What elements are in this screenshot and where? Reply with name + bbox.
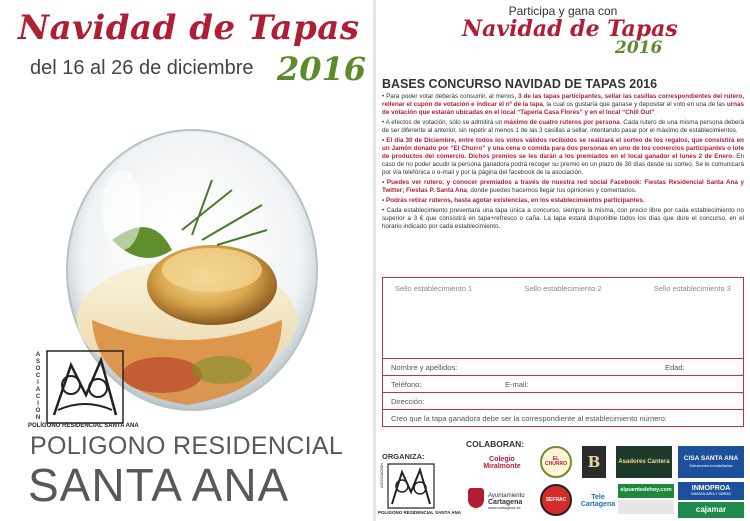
phone-email-field[interactable] xyxy=(383,375,743,392)
poster-title: Navidad de Tapas xyxy=(18,8,360,48)
sponsor-el-puente-de-hoy xyxy=(618,484,674,498)
bases-heading: BASES CONCURSO NAVIDAD DE TAPAS 2016 xyxy=(382,77,658,91)
association-vertical-label: A S O C I A C I Ó N xyxy=(35,352,41,421)
sponsor-tele-line1: Tele xyxy=(591,494,605,501)
name-label: Nombre y apellidos: xyxy=(391,363,458,372)
winner-tapa-label: Creo que la tapa ganadora debe ser la correspondiente al establecimiento número: xyxy=(391,414,668,423)
sponsor-cisa-santa-ana xyxy=(678,446,744,478)
colaboran-label: COLABORAN: xyxy=(466,439,525,449)
sponsor-tele-line2: Cartagena xyxy=(580,501,616,508)
organizer-logo-vertical: ASOCIACIÓN xyxy=(379,462,384,488)
stamp-slot-3: Sello establecimiento 3 xyxy=(653,284,731,293)
santa-ana-heading: SANTA ANA xyxy=(28,459,290,511)
event-dates: del 16 al 26 de diciembre xyxy=(30,57,254,79)
sponsor-green-badge xyxy=(618,500,674,514)
phone-label: Teléfono: xyxy=(391,380,422,389)
association-logo-caption: POLÍGONO RESIDENCIAL SANTA ANA xyxy=(28,423,139,429)
sponsor-inmoproa-sub: INMOBILIARIA Y OBRAS xyxy=(691,492,731,497)
sponsor-tele-cartagena xyxy=(580,486,616,516)
stamp-slot-2: Sello establecimiento 2 xyxy=(524,284,602,293)
sponsor-asador-text: Asadores Cantera xyxy=(618,459,670,465)
sponsor-puente-text: elpuentedehoy.com xyxy=(620,487,672,494)
address-field[interactable] xyxy=(383,392,743,409)
age-label: Edad: xyxy=(665,363,685,372)
sponsor-b-text: B xyxy=(587,452,601,471)
contest-rules xyxy=(382,93,744,233)
address-label: Dirección: xyxy=(391,397,425,406)
sponsor-cajamar xyxy=(678,502,744,518)
name-field[interactable] xyxy=(383,358,743,375)
sponsor-colegio-miralmonte xyxy=(472,450,532,476)
rule-3: • El día 30 de Diciembre, entre todos los votos válidos recibidos se realizará el sorteo de los regalos, que consistirá en un Jamón donado por “El Churro” y una cena o comida para dos personas en uno de los comercios participantes o lote de productos del comercio. Dichos premios se les darán a los premiados en el local ganador el lunes 2 de Enero. En caso de no poder acudir la persona ganadora podrá recoger su premio en un plazo de 30 días desde su sorteo. Se le comunicará por vía telefónica o e-mail y por la página del facebook de la asociación. xyxy=(382,137,744,176)
poster-panel xyxy=(0,0,373,521)
sponsor-cisa-text: CISA SANTA ANA xyxy=(683,454,739,462)
sponsor-cajamar-text: cajamar xyxy=(695,505,727,514)
organiza-label: ORGANIZA: xyxy=(382,452,425,461)
sponsor-ayto-line3: www.cartagena.es xyxy=(488,504,521,510)
sponsor-inmoproa xyxy=(678,482,744,500)
rules-year: 2016 xyxy=(615,38,663,58)
rule-5: • Podrás retirar ruteros, hasta agotar existencias, en los establecimientos participantes. xyxy=(382,197,645,204)
participa-heading: Participa y gana con xyxy=(508,4,618,18)
email-label: E-mail: xyxy=(505,380,529,389)
sponsor-b xyxy=(582,446,606,478)
cartagena-shield-icon xyxy=(468,488,484,508)
sponsor-ayto-line1: Ayuntamiento xyxy=(488,492,525,499)
sponsor-ayto-line2: Cartagena xyxy=(488,498,523,506)
association-logo xyxy=(46,350,124,424)
poster-year: 2016 xyxy=(277,50,367,88)
stamp-row xyxy=(383,278,743,293)
sponsor-asadores xyxy=(616,446,672,478)
sponsor-sefrac-text: SEFRAC xyxy=(545,496,567,503)
poligono-heading: POLIGONO RESIDENCIAL xyxy=(30,432,344,460)
sponsor-inmoproa-text: INMOPROA xyxy=(691,485,731,493)
sponsor-el-churro xyxy=(540,446,572,478)
rule-4: • Puedes ver rutero, y conocer premiados a través de nuestra red social Facebook: Fiestas Residencial Santa Ana y Twitter; Fiestas P. Santa Ana, donde puedes hacernos llegar tus opiniones y comentarios. xyxy=(382,179,744,194)
sponsor-cisa-sub: Soluciones Inmobiliarias xyxy=(689,463,733,469)
voting-coupon[interactable] xyxy=(382,277,744,427)
sponsor-churro-text: EL CHURRO xyxy=(545,456,567,467)
sponsor-colegio-text: Colegio Miralmonte xyxy=(483,456,521,470)
rule-6: • Cada establecimiento presentará una tapa única a concurso, siempre la misma, con precio libre por cada establecimiento no superior a 3 € que consistirá en tapa+refresco o caña. La tapa estará disponible todos los días que dure el concurso, en el horario indicado por cada establecimiento. xyxy=(382,207,744,230)
organizer-logo-caption: POLÍGONO RESIDENCIAL SANTA ANA xyxy=(378,510,462,515)
organizer-logo xyxy=(380,462,438,510)
rules-title: Navidad de Tapas xyxy=(462,16,678,42)
rules-panel xyxy=(376,0,750,521)
sponsor-sefrac xyxy=(540,484,572,516)
stamp-slot-1: Sello establecimiento 1 xyxy=(395,284,473,293)
winner-tapa-field[interactable] xyxy=(383,409,743,427)
rule-1: • Para poder votar deberás consumir, al menos, 3 de las tapas participantes, sellar las casillas correspondientes del rutero, rellenar el cupón de votación e indicar el nº de la tapa, la cual os gustaría que ganase y depositar el voto en una de las urnas de votación que estarán ubicadas en el local “Tapería Casa Flores” y en el local “Chill Out” xyxy=(382,93,744,116)
rule-2: • A efectos de votación, sólo se admitirá un máximo de cuatro ruteros por persona. Cada rutero de una misma persona deberá de ser diferente al anterior, sin repetir al menos 1 de las 3 casillas a sellar, intentando pasar por el máximo de establecimientos. xyxy=(382,119,744,134)
